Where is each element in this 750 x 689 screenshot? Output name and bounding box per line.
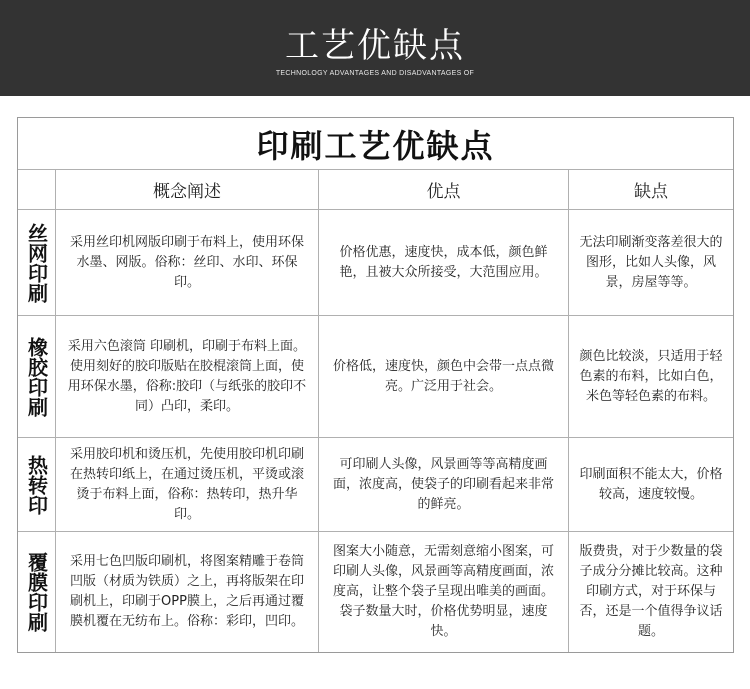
banner-title: 工艺优缺点 <box>285 26 465 66</box>
table-row-concept-cell <box>56 438 319 532</box>
header-concept-cell <box>56 170 319 210</box>
table-row-label-cell <box>18 532 56 652</box>
row-label: 热转印 <box>24 454 49 515</box>
header-concept: 概念阐述 <box>153 182 221 202</box>
row-cons: 颜色比较淡，只适用于轻色素的布料，比如白色，米色等轻色素的布料。 <box>579 348 723 404</box>
table-title: 印刷工艺优缺点 <box>256 126 495 165</box>
row-cons: 无法印刷渐变落差很大的图形，比如人头像，风景，房屋等等。 <box>579 234 723 290</box>
table-row-concept-cell <box>56 532 319 652</box>
row-pros: 可印刷人头像，风景画等等高精度画面，浓度高，使袋子的印刷看起来非常的鲜亮。 <box>332 456 554 512</box>
table-row-cons-cell <box>569 438 733 532</box>
row-pros: 图案大小随意，无需刻意缩小图案，可印刷人头像，风景画等高精度画面，浓度高，让整个袋子呈现出唯美的画面。袋子数量大时，价格优势明显，速度快。 <box>332 544 554 639</box>
header-pros: 优点 <box>426 182 461 202</box>
header-pros-cell <box>319 170 569 210</box>
table-row-label-cell <box>18 438 56 532</box>
comparison-table <box>17 117 734 653</box>
row-label: 覆膜印刷 <box>24 552 49 632</box>
row-label: 橡胶印刷 <box>24 336 49 417</box>
row-pros: 价格低，速度快，颜色中会带一点点微亮。广泛用于社会。 <box>332 358 554 394</box>
table-row-cons-cell <box>569 316 733 438</box>
header-banner <box>0 0 750 96</box>
table-row-label-cell <box>18 316 56 438</box>
table-row-pros-cell <box>319 438 569 532</box>
table-row-cons-cell <box>569 210 733 316</box>
table-row-label-cell <box>18 210 56 316</box>
banner-subtitle: TECHNOLOGY ADVANTAGES AND DISADVANTAGES OF <box>275 70 475 77</box>
row-concept: 采用六色滚筒 印刷机，印刷于布料上面。使用刻好的胶印版贴在胶棍滚筒上面，使用环保水墨，俗称:胶印（与纸张的胶印不同）凸印，柔印。 <box>67 338 307 414</box>
row-pros: 价格优惠，速度快，成本低，颜色鲜艳，且被大众所接受，大范围应用。 <box>339 244 548 280</box>
row-concept: 采用丝印机网版印刷于布料上，使用环保水墨、网版。俗称：丝印、水印、环保印。 <box>69 234 304 290</box>
row-cons: 版费贵，对于少数量的袋子成分分摊比较高。这种印刷方式，对于环保与否，还是一个值得争议话题。 <box>579 544 723 639</box>
row-concept: 采用胶印机和烫压机，先使用胶印机印刷在热转印纸上，在通过烫压机，平烫或滚烫于布料上面，俗称：热转印，热升华印。 <box>69 446 304 522</box>
table-row-pros-cell <box>319 210 569 316</box>
header-corner-cell <box>18 170 56 210</box>
header-cons: 缺点 <box>634 182 668 202</box>
row-label: 丝网印刷 <box>24 222 49 303</box>
table-row-pros-cell <box>319 532 569 652</box>
table-row-cons-cell <box>569 532 733 652</box>
table-row-concept-cell <box>56 210 319 316</box>
table-title-cell <box>18 118 733 170</box>
row-concept: 采用七色凹版印刷机，将图案精雕于卷筒凹版（材质为铁质）之上，再将版架在印刷机上，印刷于OPP膜上，之后再通过覆膜机覆在无纺布上。俗称：彩印，凹印。 <box>69 554 304 629</box>
table-row-pros-cell <box>319 316 569 438</box>
row-cons: 印刷面积不能太大，价格较高，速度较慢。 <box>579 466 723 502</box>
table-row-concept-cell <box>56 316 319 438</box>
header-cons-cell <box>569 170 733 210</box>
